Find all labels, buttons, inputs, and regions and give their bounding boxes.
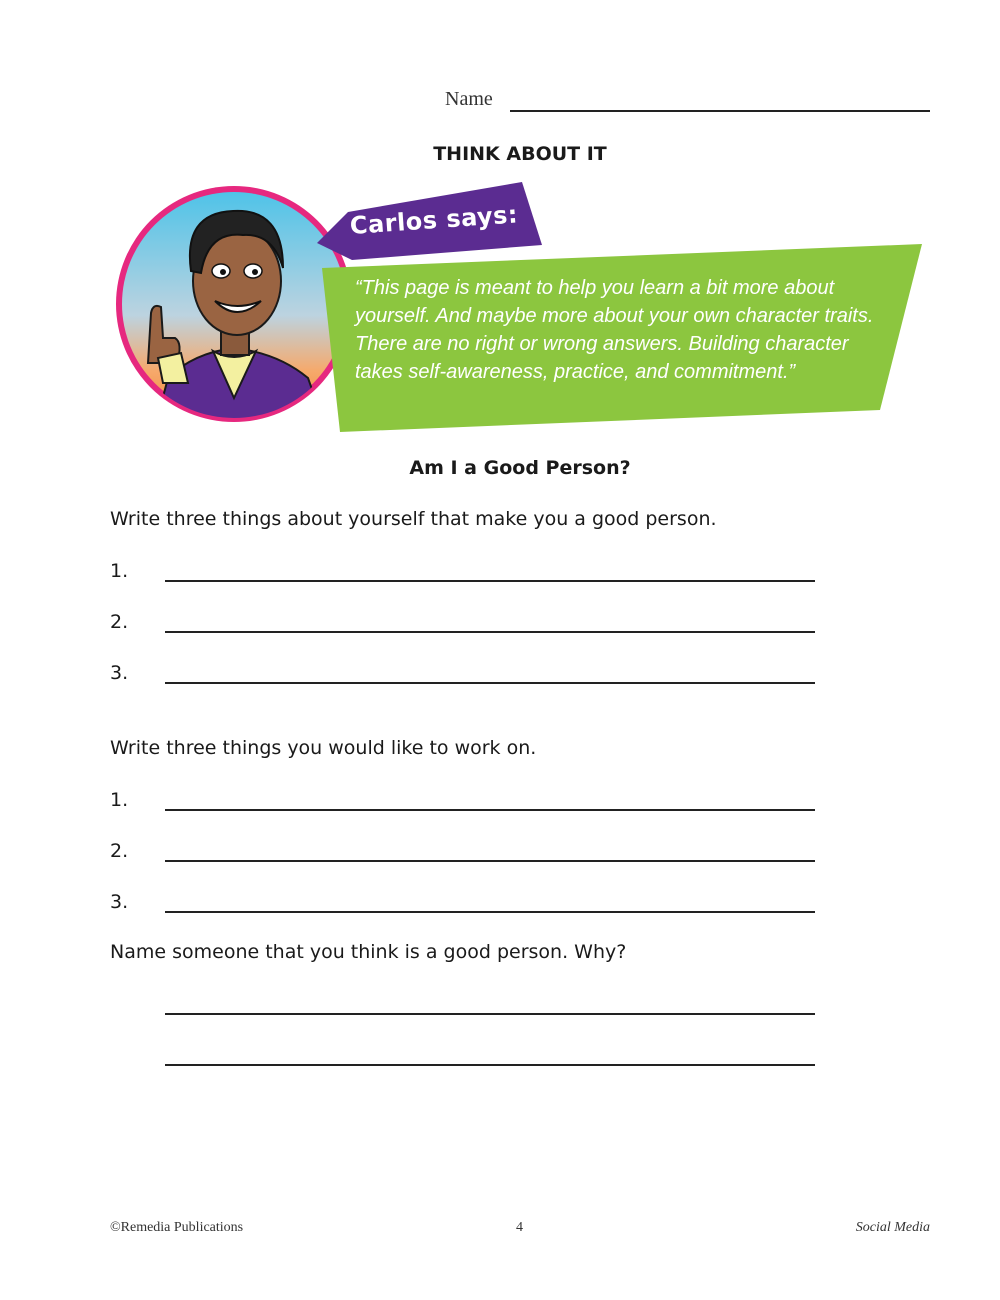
section-title: THINK ABOUT IT	[433, 143, 607, 165]
q2-answer-line-1[interactable]	[165, 809, 815, 811]
name-input-line[interactable]	[510, 110, 930, 112]
q2-answer-line-3[interactable]	[165, 911, 815, 913]
name-label: Name	[445, 88, 493, 110]
q1-answer-line-2[interactable]	[165, 631, 815, 633]
carlos-quote: “This page is meant to help you learn a bit more about yourself. And maybe more about your own character traits. There are no right or wrong answers. Building character takes self-awareness, practice, and commitment.”	[355, 277, 874, 383]
q1-number-3: 3.	[110, 662, 129, 684]
footer-page-number: 4	[516, 1220, 523, 1235]
q1-number-1: 1.	[110, 560, 129, 582]
q1-answer-line-3[interactable]	[165, 682, 815, 684]
q1-answer-line-1[interactable]	[165, 580, 815, 582]
speaker-label: Carlos says:	[349, 200, 519, 240]
question1-prompt: Write three things about yourself that make you a good person.	[110, 508, 717, 530]
q2-answer-line-2[interactable]	[165, 860, 815, 862]
q3-answer-line-2[interactable]	[165, 1064, 815, 1066]
q3-answer-line-1[interactable]	[165, 1013, 815, 1015]
subheading: Am I a Good Person?	[409, 457, 631, 479]
q2-number-1: 1.	[110, 789, 129, 811]
question3-prompt: Name someone that you think is a good person. Why?	[110, 941, 627, 963]
q2-number-2: 2.	[110, 840, 129, 862]
q1-number-2: 2.	[110, 611, 129, 633]
footer-copyright: ©Remedia Publications	[110, 1220, 244, 1235]
footer-book-title: Social Media	[855, 1220, 930, 1235]
q2-number-3: 3.	[110, 891, 129, 913]
question2-prompt: Write three things you would like to work on.	[110, 737, 537, 759]
